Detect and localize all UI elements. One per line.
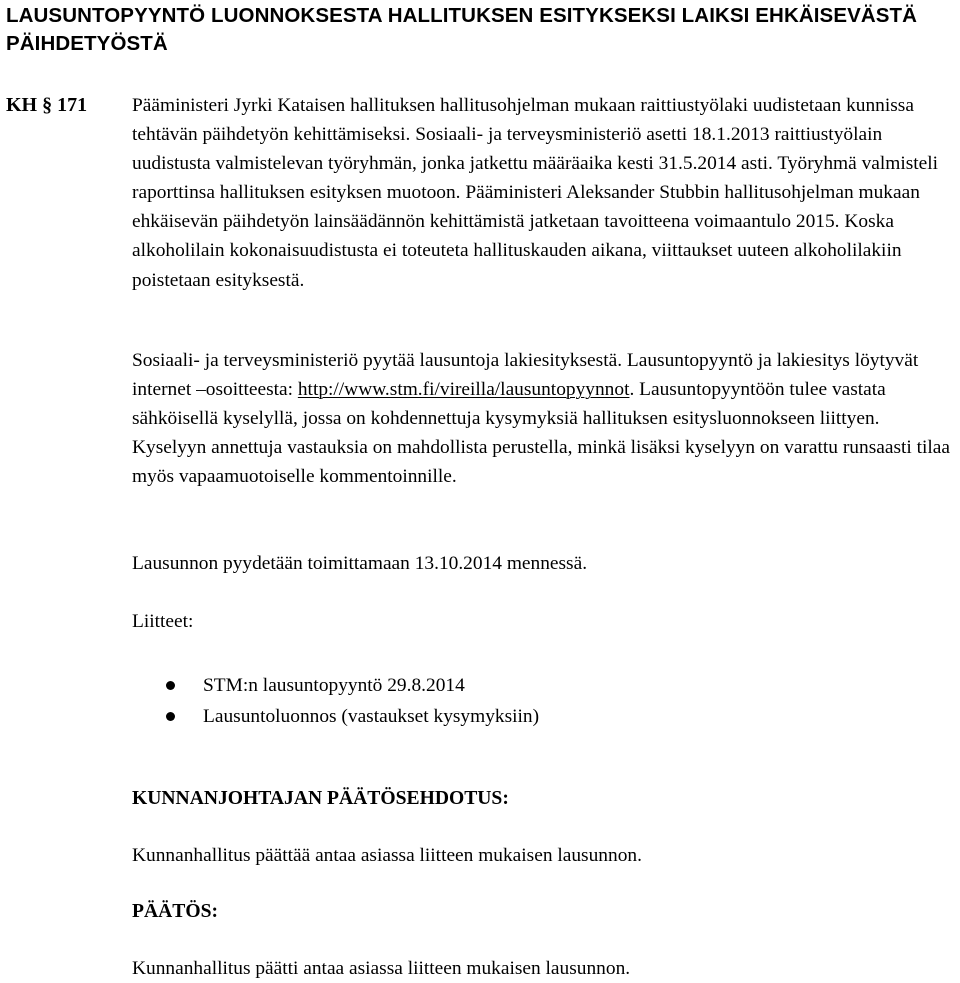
request-text	[132, 346, 958, 491]
attachment-label: STM:n lausuntopyyntö 29.8.2014	[203, 675, 465, 696]
decision-text: Kunnanhallitus päätti antaa asiassa liitteen mukaisen lausunnon.	[132, 958, 631, 979]
attachments-label	[132, 607, 958, 636]
request-text-intro: Sosiaali- ja terveysministeriö pyytää lausuntoja lakiesityksestä. Lausuntopyyntö ja lakiesitys löytyvät internet –osoitteesta:	[132, 350, 919, 401]
consultation-link[interactable]: http://www.stm.fi/vireilla/lausuntopyynnot	[297, 379, 630, 401]
deadline-text: Lausunnon pyydetään toimittamaan 13.10.2014 mennessä.	[132, 553, 588, 574]
bullet-icon	[166, 681, 175, 690]
attachments-label-text: Liitteet:	[132, 611, 194, 632]
proposal-text: Kunnanhallitus päättää antaa asiassa liitteen mukaisen lausunnon.	[132, 845, 642, 866]
deadline-paragraph	[132, 549, 958, 578]
bullet-icon	[166, 712, 175, 721]
attachments-list	[166, 670, 539, 732]
section-number: KH § 171	[6, 94, 88, 116]
background-text: Pääministeri Jyrki Kataisen hallituksen hallitusohjelman mukaan raittiustyölaki uudistetaan kunnissa tehtävän päihdetyön kehittämiseksi. Sosiaali- ja terveysministeriö asetti 18.1.2013 raittiustyölain uudistusta valmistelevan työryhmän, jonka jatkettu määräaika kesti 31.5.2014 asti. Työryhmä valmisteli raporttinsa hallituksen esityksen muotoon. Pääministeri Aleksander Stubbin hallitusohjelman mukaan ehkäisevän päihdetyön lainsäädännön kehittämistä jatketaan tavoitteena voimaantulo 2015. Koska alkoholilain kokonaisuudistusta ei toteuteta hallituskauden aikana, viittaukset uuteen alkoholilakiin poistetaan esityksestä.	[132, 95, 939, 291]
decision-heading: PÄÄTÖS:	[132, 901, 219, 922]
proposal-heading: KUNNANJOHTAJAN PÄÄTÖSEHDOTUS:	[132, 788, 509, 809]
request-text-rest: . Lausuntopyyntöön tulee vastata sähköisellä kyselyllä, jossa on kohdennettuja kysymyksiä hallituksen esitysluonnokseen liittyen. Kyselyyn annettuja vastauksia on mahdollista perustella, minkä lisäksi kyselyyn on varattu runsaasti tilaa myös vapaamuotoiselle kommentoinnille.	[132, 379, 950, 488]
list-item	[166, 701, 539, 732]
background-paragraph	[132, 91, 958, 295]
attachment-label: Lausuntoluonnos (vastaukset kysymyksiin)	[203, 706, 540, 727]
list-item	[166, 670, 539, 701]
document-title: LAUSUNTOPYYNTÖ LUONNOKSESTA HALLITUKSEN ESITYKSEKSI LAIKSI EHKÄISEVÄSTÄ PÄIHDETYÖSTÄ	[6, 4, 918, 55]
request-paragraph	[132, 346, 958, 491]
